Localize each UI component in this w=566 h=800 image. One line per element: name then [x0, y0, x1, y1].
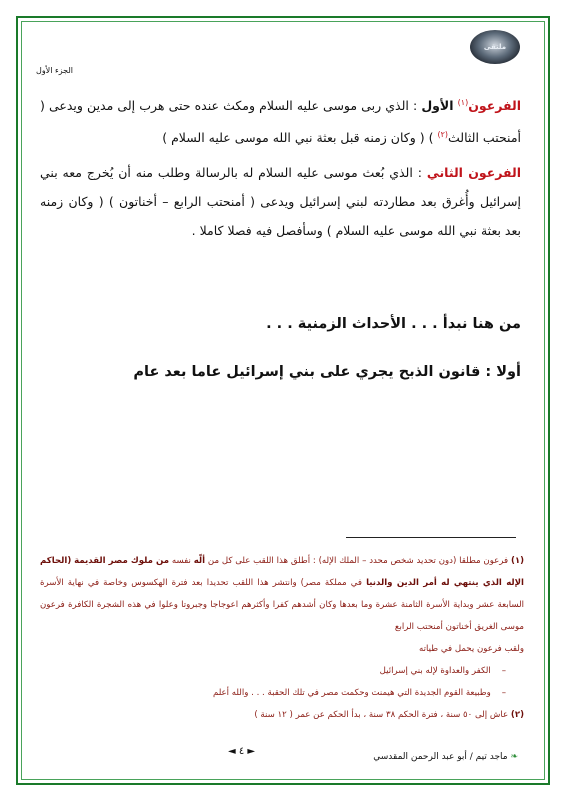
- footnote-1-line2: ولقب فرعون يحمل في طياته: [419, 644, 524, 654]
- footer-author: [373, 752, 518, 762]
- page-number: ◄ ٤ ►: [228, 746, 256, 757]
- footnote-2-number: (٢): [510, 710, 524, 720]
- footnote-1-text-a: فرعون مطلقا (دون تحديد شخص محدد – الملك الإله) : أطلق هذا اللقب على كل من: [207, 556, 509, 566]
- footnote-1-bold-c: (الحاكم الإله الذي ينتهي له أمر الدين والدنيا: [40, 556, 524, 588]
- pharaoh2-text: : الذي بُعث موسى عليه السلام له بالرسالة وطلب منه أن يُخرج معه بني إسرائيل وأُغرق بعد مطاردته لبني إسرائيل ويدعى ( أمنحتب الرابع – أخناتون ) ( وكان زمنه بعد بعثة نبي الله موسى عليه السلام ) وسأفصل فيه فصلا كاملا .: [40, 165, 521, 239]
- footer-author-text: ماجد تيم / أبو عبد الرحمن المقدسي: [373, 752, 508, 762]
- pharaoh-second-paragraph: [40, 158, 521, 245]
- footnote-1-item2: – وطبيعة القوم الجديدة التي هيمنت وحكمت مصر في تلك الحقبة . . . والله أعلم: [212, 688, 506, 698]
- pharaoh2-title: الفرعون الثاني: [426, 165, 521, 181]
- main-text: [40, 88, 521, 245]
- footnote-ref-1[interactable]: (١): [457, 98, 469, 107]
- footnote-1-item1: – الكفر والعداوة لإله بني إسرائيل: [379, 666, 506, 676]
- footnote-ref-2[interactable]: (٢): [437, 130, 449, 140]
- logo-text: ملتقى: [483, 43, 507, 51]
- pharaoh1-text: : الذي ربى موسى عليه السلام ومكث عنده حتى هرب إلى مدين ويدعى ( أمنحتب الثالث: [40, 98, 521, 146]
- site-logo: [470, 30, 520, 64]
- footnote-1-item2-text: وطبيعة القوم الجديدة التي هيمنت وحكمت مصر في تلك الحقبة . . . والله أعلم: [212, 688, 491, 698]
- pharaoh1-title: الفرعون: [468, 98, 521, 114]
- footnote-1: [40, 550, 524, 638]
- leaf-icon: ❧: [510, 752, 518, 762]
- footnote-2-text: عاش إلى ٥٠ سنة ، فترة الحكم ٣٨ سنة ، بدأ الحكم عن عمر ( ١٢ سنة ): [254, 710, 509, 720]
- pharaoh1-ordinal: الأول: [421, 98, 454, 114]
- section-heading-start: من هنا نبدأ . . . الأحداث الزمنية . . .: [266, 316, 521, 332]
- pharaoh1-text-2: ) ( وكان زمنه قبل بعثة نبي الله موسى عليه السلام ): [162, 130, 434, 146]
- footnote-separator: [346, 537, 516, 538]
- footnote-1-bold-a: ألّه: [193, 556, 206, 566]
- part-label: الجزء الأول: [36, 66, 74, 75]
- footnote-1-item1-text: الكفر والعداوة لإله بني إسرائيل: [379, 666, 491, 676]
- footnote-1-text-b: نفسه: [171, 556, 191, 566]
- section-heading-first: أولا : قانون الذبح يجري على بني إسرائيل عاما بعد عام: [133, 364, 521, 380]
- footnote-2: [40, 704, 524, 726]
- footnotes: [40, 550, 524, 726]
- footnote-1-text-c: في مملكة مصر) وانتشر هذا اللقب تحديدا بعد فترة الهكسوس وخاصة في نهاية الأسرة السابعة عشر وبداية الأسرة الثامنة عشرة وما بعدها وكان أشدهم كفرا وأكثرهم اعوجاجا وجبروتا وعلوا في هذه الشجرة الكافرة فرعون موسى الغريق أخناتون أمنحتب الرابع: [40, 578, 524, 632]
- footnote-1-number: (١): [510, 556, 525, 566]
- footnote-1-bold-b: من ملوك مصر القديمة: [74, 556, 170, 566]
- pharaoh-first-paragraph: [40, 88, 521, 152]
